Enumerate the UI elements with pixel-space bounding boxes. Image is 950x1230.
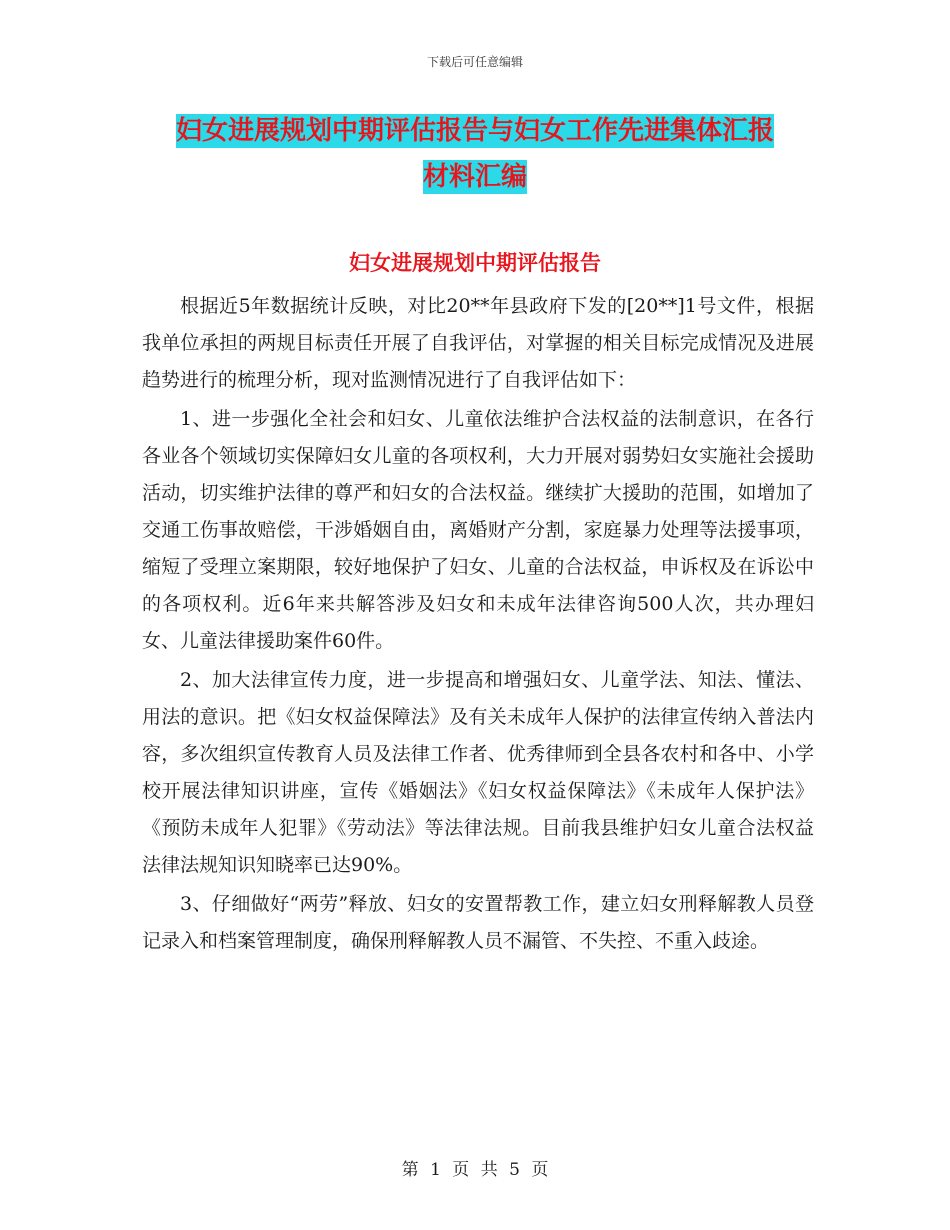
- paragraph-item-2: 2、加大法律宣传力度，进一步提高和增强妇女、儿童学法、知法、懂法、用法的意识。把《妇女权益保障法》及有关未成年人保护的法律宣传纳入普法内容，多次组织宣传教育人员及法律工作者、优秀律师到全县各农村和各中、小学校开展法律知识讲座，宣传《婚姻法》《妇女权益保障法》《未成年人保护法》《预防未成年人犯罪》《劳动法》等法律法规。目前我县维护妇女儿童合法权益法律法规知识知晓率已达90%。: [142, 669, 814, 876]
- section-title: 妇女进展规划中期评估报告: [349, 251, 601, 275]
- paragraph-item-3: 3、仔细做好“两劳”释放、妇女的安置帮教工作，建立妇女刑释解教人员登记录入和档案管理制度，确保刑释解教人员不漏管、不失控、不重入歧途。: [142, 893, 814, 952]
- header-note: 下载后可任意编辑: [426, 55, 523, 69]
- document-title: [0, 108, 950, 200]
- document-title-line-1: 妇女进展规划中期评估报告与妇女工作先进集体汇报: [175, 116, 774, 146]
- page-number: 第 1 页 共 5 页: [401, 1160, 549, 1180]
- document-body: [142, 288, 814, 962]
- paragraph-intro: 根据近5年数据统计反映，对比20**年县政府下发的[20**]1号文件，根据我单位承担的两规目标责任开展了自我评估，对掌握的相关目标完成情况及进展趋势进行的梳理分析，现对监测情况进行了自我评估如下：: [142, 295, 814, 391]
- paragraph-item-1: 1、进一步强化全社会和妇女、儿童依法维护合法权益的法制意识，在各行各业各个领域切实保障妇女儿童的各项权利，大力开展对弱势妇女实施社会援助活动，切实维护法律的尊严和妇女的合法权益。继续扩大援助的范围，如增加了交通工伤事故赔偿，干涉婚姻自由，离婚财产分割，家庭暴力处理等法援事项，缩短了受理立案期限，较好地保护了妇女、儿童的合法权益，申诉权及在诉讼中的各项权利。近6年来共解答涉及妇女和未成年法律咨询500人次，共办理妇女、儿童法律援助案件60件。: [142, 408, 814, 652]
- document-title-line-2: 材料汇编: [422, 162, 527, 192]
